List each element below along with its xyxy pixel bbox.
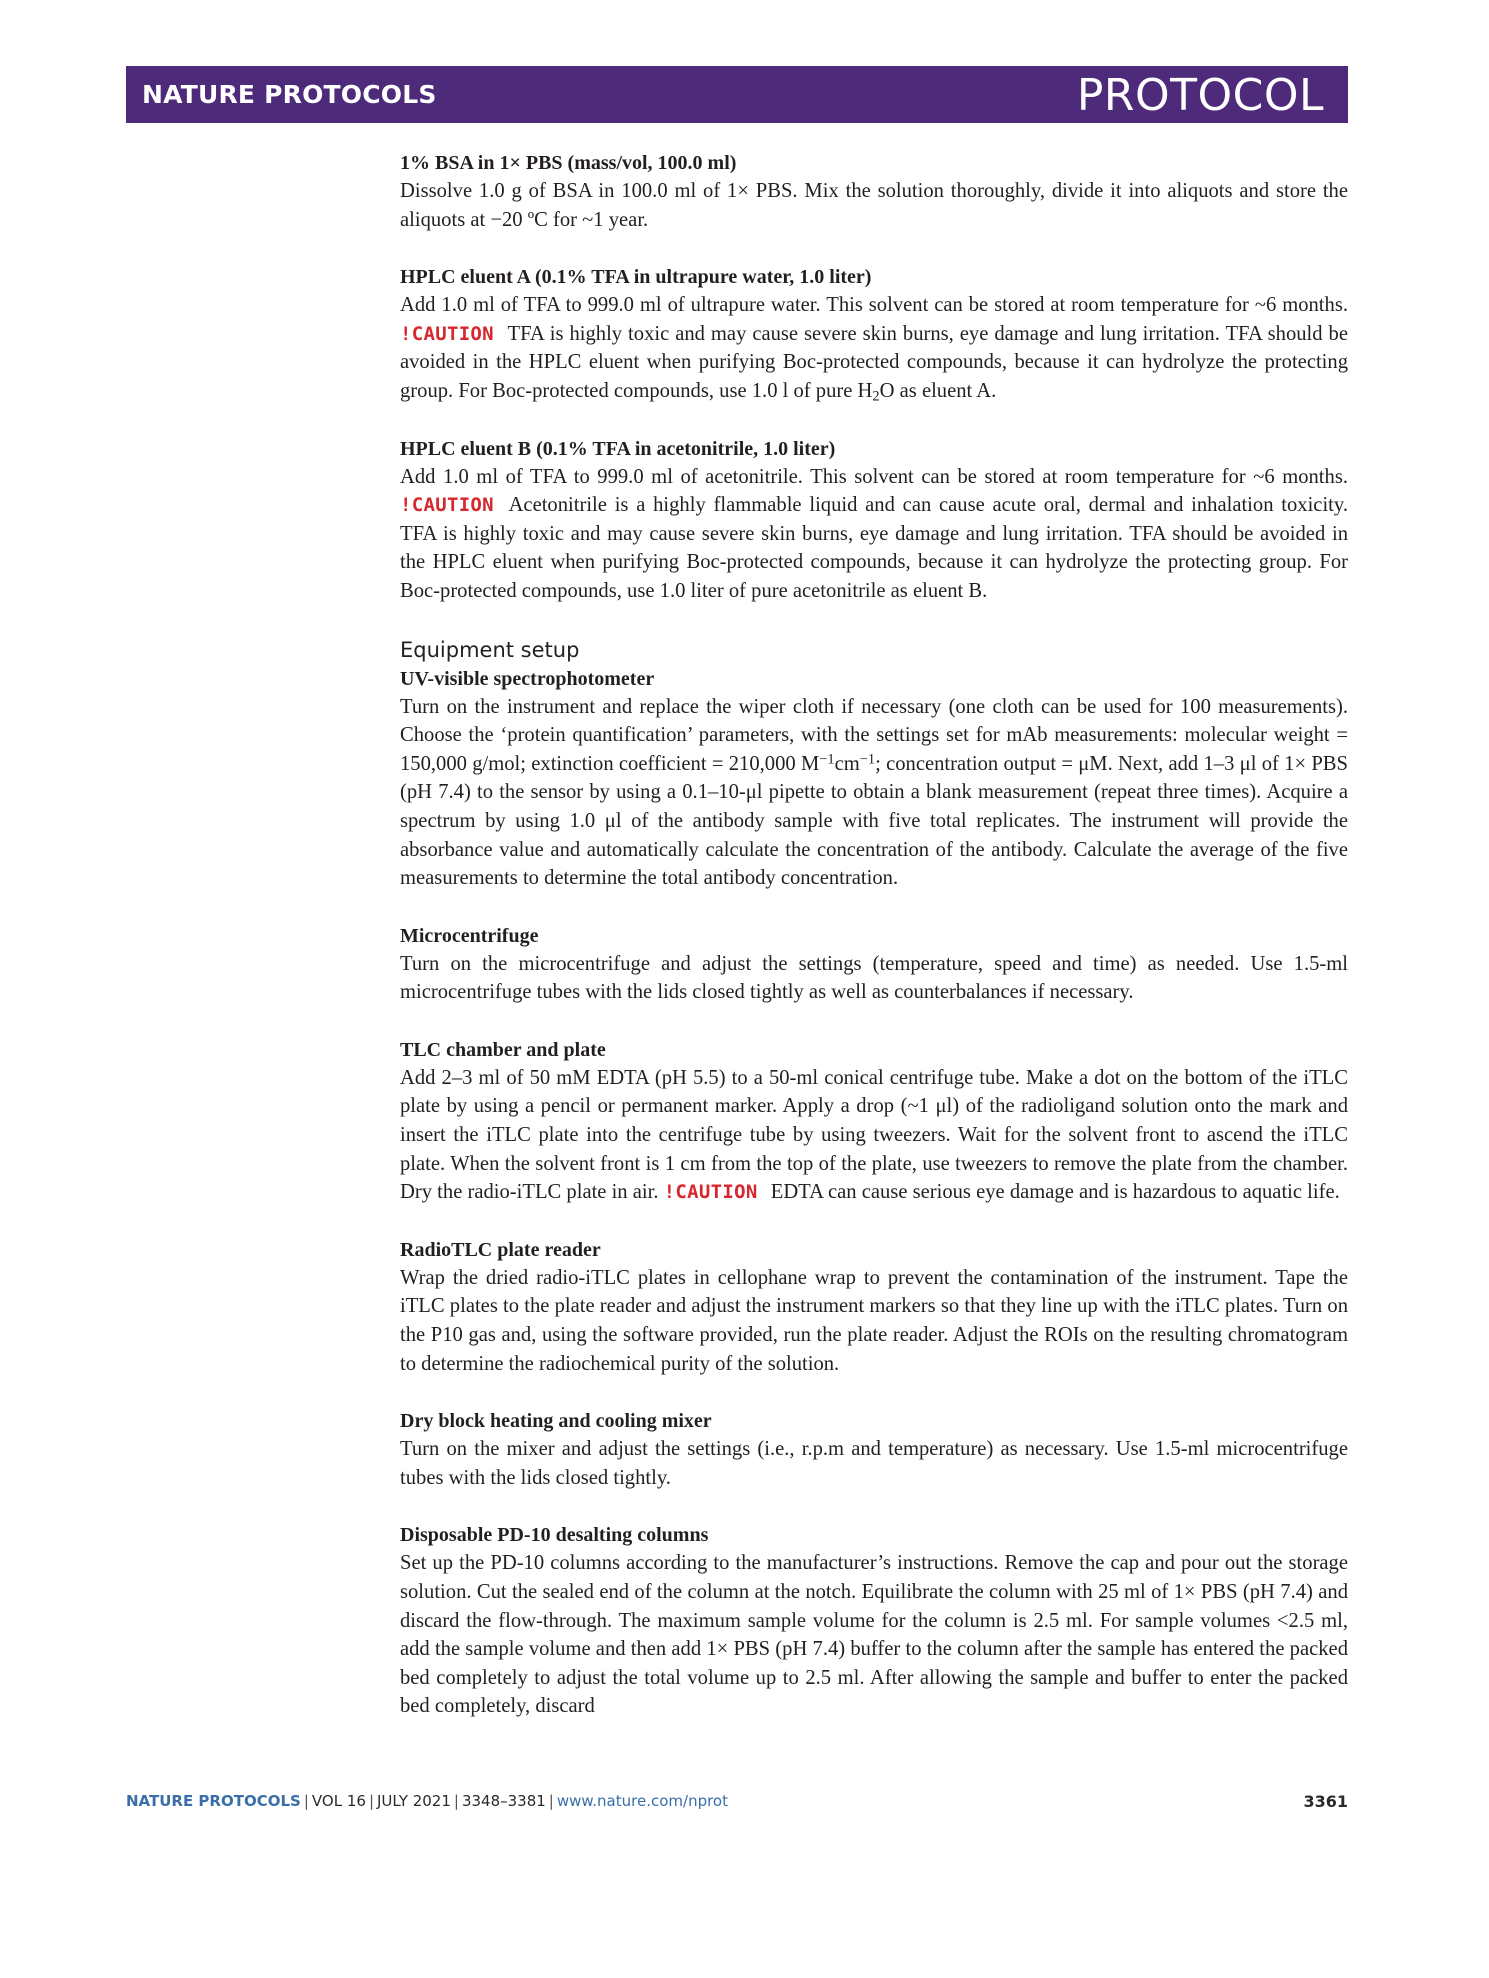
reagent-text-part: Acetonitrile is a highly flammable liquid and can cause acute oral, dermal and inhalation toxicity. TFA is highly toxic and may cause severe skin burns, eye damage and lung irritation. TFA should be avoided in the HPLC eluent when purifying Boc-protected compounds, because it can hydrolyze the protecting group. For Boc-protected compounds, use 1.0 liter of pure acetonitrile as eluent B. [400,494,1348,602]
section-title-equipment-setup: Equipment setup [400,637,580,662]
equipment-text [400,1064,1348,1207]
footer-citation [126,1792,728,1810]
equipment-text-part: Turn on the instrument and replace the wiper cloth if necessary (one cloth can be used for 100 measurements). Choose the ‘protein quantification’ parameters, with the settings set for mAb measurements: molecular weight = 150,000 g/mol; extinction coefficient = 210,000 M [400,695,1348,775]
footer-separator: | [548,1792,554,1810]
footer-date: JULY 2021 [377,1792,451,1810]
equipment-text-part: EDTA can cause serious eye damage and is hazardous to aquatic life. [770,1181,1340,1204]
equipment-uv-spectrophotometer [400,666,1348,893]
reagent-heading: 1% BSA in 1× PBS (mass/vol, 100.0 ml) [400,152,737,174]
subscript: 2 [872,388,880,405]
superscript: −1 [819,751,835,768]
equipment-tlc-chamber [400,1037,1348,1207]
equipment-text: Turn on the mixer and adjust the settings (i.e., r.p.m and temperature) as necessary. Use 1.5-ml microcentrifuge tubes with the lids closed tightly. [400,1438,1348,1489]
reagent-text [400,463,1348,606]
equipment-microcentrifuge [400,923,1348,1007]
reagent-text-part: Add 1.0 ml of TFA to 999.0 ml of acetonitrile. This solvent can be stored at room temperature for ~6 months. [400,465,1348,488]
reagent-text-part: TFA is highly toxic and may cause severe skin burns, eye damage and lung irritation. TFA should be avoided in the HPLC eluent when purifying Boc-protected compounds, because it can hydrolyze the protecting group. For Boc-protected compounds, use 1.0 l of pure H [400,322,1348,402]
reagent-heading: HPLC eluent B (0.1% TFA in acetonitrile, 1.0 liter) [400,437,836,460]
equipment-dry-block-mixer [400,1408,1348,1492]
caution-label: !CAUTION [400,322,494,345]
footer-url-link[interactable]: www.nature.com/nprot [556,1792,728,1810]
equipment-heading: UV-visible spectrophotometer [400,667,655,690]
equipment-text: Wrap the dried radio-iTLC plates in cellophane wrap to prevent the contamination of the instrument. Tape the iTLC plates to the plate reader and adjust the instrument markers so that they line up with the iTLC plates. Turn on the P10 gas and, using the software provided, run the plate reader. Adjust the ROIs on the resulting chromatogram to determine the radiochemical purity of the solution. [400,1266,1348,1375]
equipment-text: Set up the PD-10 columns according to the manufacturer’s instructions. Remove the cap and pour out the storage solution. Cut the sealed end of the column at the notch. Equilibrate the column with 25 ml of 1× PBS (pH 7.4) and discard the flow-through. The maximum sample volume for the column is 2.5 ml. For sample volumes <2.5 ml, add the sample volume and then add 1× PBS (pH 7.4) buffer to the column after the sample has entered the packed bed completely to adjust the total volume up to 2.5 ml. After allowing the sample and buffer to enter the packed bed completely, discard [400,1552,1348,1718]
reagent-bsa [400,150,1348,234]
caution-label: !CAUTION [663,1181,758,1204]
reagent-eluent-a [400,264,1348,405]
reagent-text [400,291,1348,405]
caution-label: !CAUTION [400,494,494,517]
reagent-heading: HPLC eluent A (0.1% TFA in ultrapure water, 1.0 liter) [400,266,872,289]
reagent-text-part: Add 1.0 ml of TFA to 999.0 ml of ultrapure water. This solvent can be stored at room temperature for ~6 months. [400,294,1348,317]
article-type-label: PROTOCOL [1076,70,1324,121]
reagent-eluent-b [400,436,1348,606]
equipment-heading: Disposable PD-10 desalting columns [400,1524,709,1547]
page-footer [126,1792,1348,1816]
equipment-heading: Dry block heating and cooling mixer [400,1410,712,1433]
footer-volume: VOL 16 [311,1792,366,1810]
equipment-text-part: Add 2–3 ml of 50 mM EDTA (pH 5.5) to a 50-ml conical centrifuge tube. Make a dot on the bottom of the iTLC plate by using a pencil or permanent marker. Apply a drop (~1 μl) of the radioligand solution onto the mark and insert the iTLC plate into the centrifuge tube by using tweezers. Wait for the solvent front to ascend the iTLC plate. When the solvent front is 1 cm from the top of the plate, use tweezers to remove the plate from the chamber. Dry the radio-iTLC plate in air. [400,1066,1348,1204]
superscript: −1 [859,751,876,768]
equipment-radiotlc-reader [400,1237,1348,1378]
reagent-text: Dissolve 1.0 g of BSA in 100.0 ml of 1× PBS. Mix the solution thoroughly, divide it into aliquots and store the aliquots at −20 ºC for ~1 year. [400,180,1348,231]
equipment-heading: RadioTLC plate reader [400,1238,601,1261]
footer-separator: | [303,1792,309,1810]
main-content [400,150,1348,1751]
journal-header-bar [126,66,1348,123]
footer-journal: NATURE PROTOCOLS [126,1792,301,1810]
page-number: 3361 [1303,1792,1348,1811]
footer-pages: 3348–3381 [461,1792,546,1810]
equipment-text-part: ; concentration output = μM. Next, add 1–3 μl of 1× PBS (pH 7.4) to the sensor by using a 0.1–10-μl pipette to obtain a blank measurement (repeat three times). Acquire a spectrum by using 1.0 μl of the antibody sample with five total replicates. The instrument will provide the absorbance value and automatically calculate the concentration of the antibody. Calculate the average of the five measurements to determine the total antibody concentration. [400,752,1348,890]
equipment-text-part: cm [834,752,860,775]
footer-separator: | [453,1792,459,1810]
equipment-text [400,693,1348,893]
equipment-pd10-columns [400,1522,1348,1721]
equipment-heading: TLC chamber and plate [400,1038,606,1061]
equipment-heading: Microcentrifuge [400,924,539,947]
journal-name: NATURE PROTOCOLS [142,80,437,109]
equipment-text: Turn on the microcentrifuge and adjust the settings (temperature, speed and time) as needed. Use 1.5-ml microcentrifuge tubes with the lids closed tightly as well as counterbalances if necessary. [400,952,1348,1004]
reagent-text-part: O as eluent A. [879,379,997,402]
footer-separator: | [368,1792,374,1810]
